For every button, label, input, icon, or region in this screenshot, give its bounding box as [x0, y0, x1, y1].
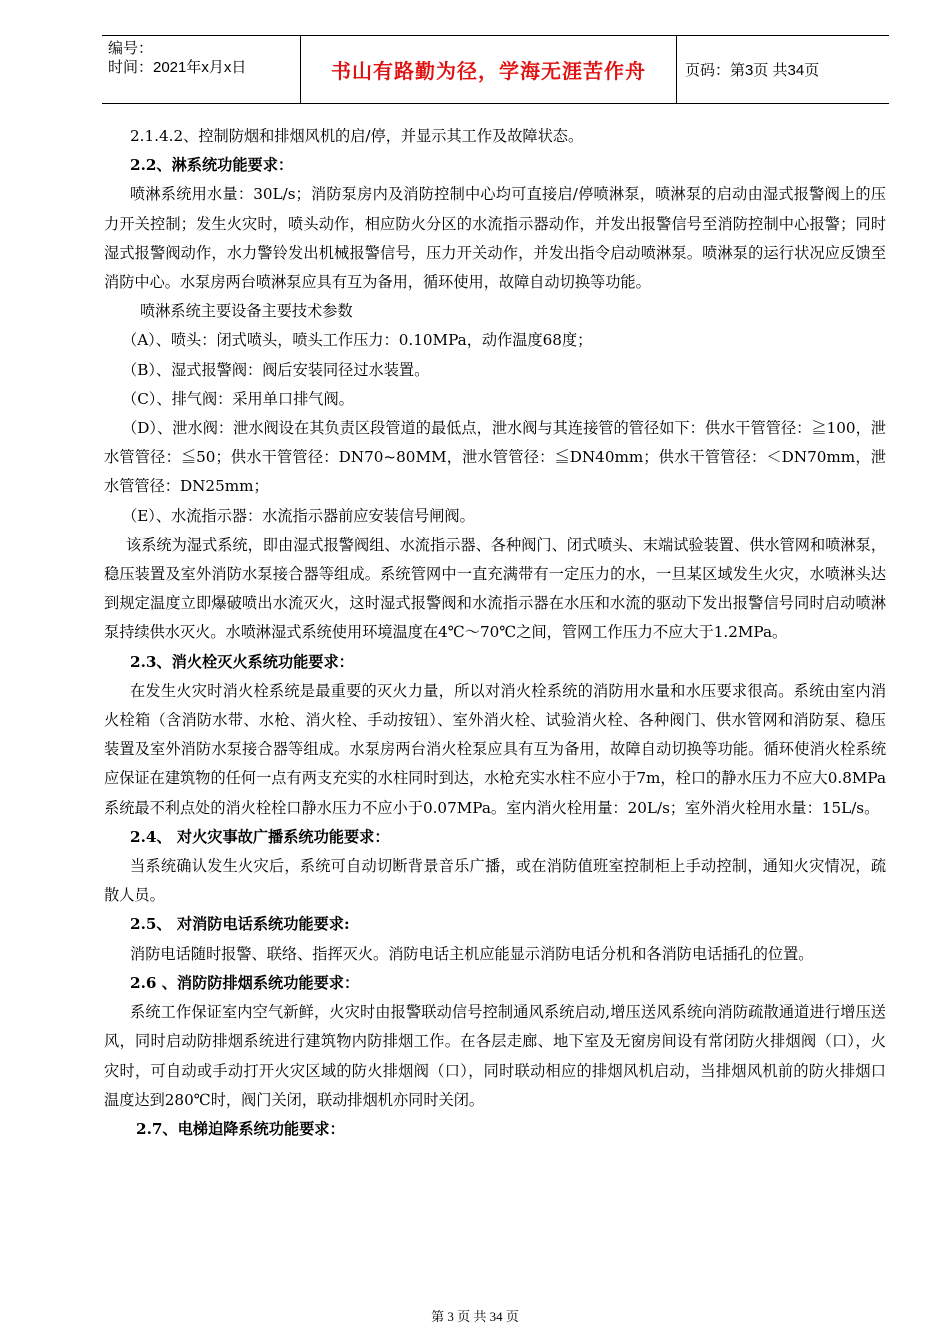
- doc-code-label: 编号：: [108, 40, 154, 57]
- section-heading-2-2: 2.2、淋系统功能要求：: [130, 156, 294, 175]
- section-heading-2-4: 2.4、 对火灾事故广播系统功能要求：: [130, 827, 390, 846]
- list-item-e: （E）、水流指示器：水流指示器前应安装信号闸阀。: [122, 506, 475, 525]
- list-item-d: （D）、泄水阀：泄水阀设在其负责区段管道的最低点，泄水阀与其连接管的管径如下：供水干管管径：≧100，泄水管管径：≦50；供水干管管径：DN70~80MM，泄水管管径：≦DN40mm；供水干管管径：＜DN70mm，泄水管管径：DN25mm；: [104, 419, 886, 496]
- paragraph-equipment-params: 喷淋系统主要设备主要技术参数: [140, 302, 353, 321]
- section-heading-2-7: 2.7、电梯迫降系统功能要求：: [136, 1119, 345, 1138]
- section-heading-2-5: 2.5、 对消防电话系统功能要求:: [130, 915, 350, 934]
- paragraph-broadcast-system: 当系统确认发生火灾后，系统可自动切断背景音乐广播，或在消防值班室控制柜上手动控制，通知火灾情况，疏散人员。: [104, 857, 886, 905]
- paragraph-sprinkler-requirements: 喷淋系统用水量：30L/s；消防泵房内及消防控制中心均可直接启/停喷淋泵，喷淋泵的启动由湿式报警阀上的压力开关控制；发生火灾时，喷头动作，相应防火分区的水流指示器动作，并发出报警信号至消防控制中心报警；同时湿式报警阀动作，水力警铃发出机械报警信号，压力开关动作，并发出指令启动喷淋泵。喷淋泵的运行状况应反馈至消防中心。水泵房两台喷淋泵应具有互为备用，循环使用，故障自动切换等功能。: [104, 185, 886, 292]
- paragraph-wet-system: 该系统为湿式系统，即由湿式报警阀组、水流指示器、各种阀门、闭式喷头、末端试验装置、供水管网和喷淋泵，稳压装置及室外消防水泵接合器等组成。系统管网中一直充满带有一定压力的水，一旦某区域发生火灾，水喷淋头达到规定温度立即爆破喷出水流灭火，这时湿式报警阀和水流指示器在水压和水流的驱动下发出报警信号同时启动喷淋泵持续供水灭火。水喷淋湿式系统使用环境温度在4℃～70℃之间，管网工作压力不应大于1.2MPa。: [104, 535, 886, 642]
- paragraph-2-1-4-2: 2.1.4.2、控制防烟和排烟风机的启/停，并显示其工作及故障状态。: [130, 127, 584, 145]
- paragraph-hydrant-system: 在发生火灾时消火栓系统是最重要的灭火力量，所以对消火栓系统的消防用水量和水压要求很高。系统由室内消火栓箱（含消防水带、水枪、消火栓、手动按钮）、室外消火栓、试验消火栓、各种阀门、供水管网和消防泵、稳压装置及室外消防水泵接合器等组成。水泵房两台消火栓泵应具有互为备用，故障自动切换等功能。循环使消火栓系统应保证在建筑物的任何一点有两支充实的水柱同时到达，水枪充实水柱不应小于7m，栓口的静水压力不应大0.8MPa系统最不利点处的消火栓栓口静水压力不应小于0.07MPa。室内消火栓用量：20L/s；室外消火栓用水量：15L/s。: [104, 681, 886, 817]
- paragraph-smoke-system: 系统工作保证室内空气新鲜，火灾时由报警联动信号控制通风系统启动,增压送风系统向消防疏散通道进行增压送风，同时启动防排烟系统进行建筑物内防排烟工作。在各层走廊、地下室及无窗房间设有常闭防火排烟阀（口），火灾时，可自动或手动打开火灾区域的防火排烟阀（口），同时联动相应的排烟风机启动，当排烟风机前的防火排烟口温度达到280℃时，阀门关闭，联动排烟机亦同时关闭。: [104, 1003, 886, 1109]
- section-heading-2-6: 2.6 、消防防排烟系统功能要求：: [130, 973, 360, 992]
- page-header: [102, 35, 889, 104]
- document-body: [104, 122, 886, 1144]
- header-meta: [102, 36, 301, 103]
- section-heading-2-3: 2.3、消火栓灭火系统功能要求：: [130, 652, 354, 671]
- header-page-info: 页码：第3页 共34页: [685, 62, 820, 79]
- doc-time-label: 时间：2021年x月x日: [108, 59, 247, 76]
- list-item-b: （B）、湿式报警阀：阀后安装同径过水装置。: [122, 360, 430, 379]
- header-motto: 书山有路勤为径，学海无涯苦作舟: [301, 36, 677, 103]
- page-footer: 第 3 页 共 34 页: [431, 1309, 519, 1324]
- list-item-a: （A）、喷头：闭式喷头，喷头工作压力：0.10MPa，动作温度68度；: [122, 331, 593, 350]
- paragraph-telephone-system: 消防电话随时报警、联络、指挥灭火。消防电话主机应能显示消防电话分机和各消防电话插孔的位置。: [130, 944, 814, 963]
- list-item-c: （C）、排气阀：采用单口排气阀。: [122, 389, 354, 408]
